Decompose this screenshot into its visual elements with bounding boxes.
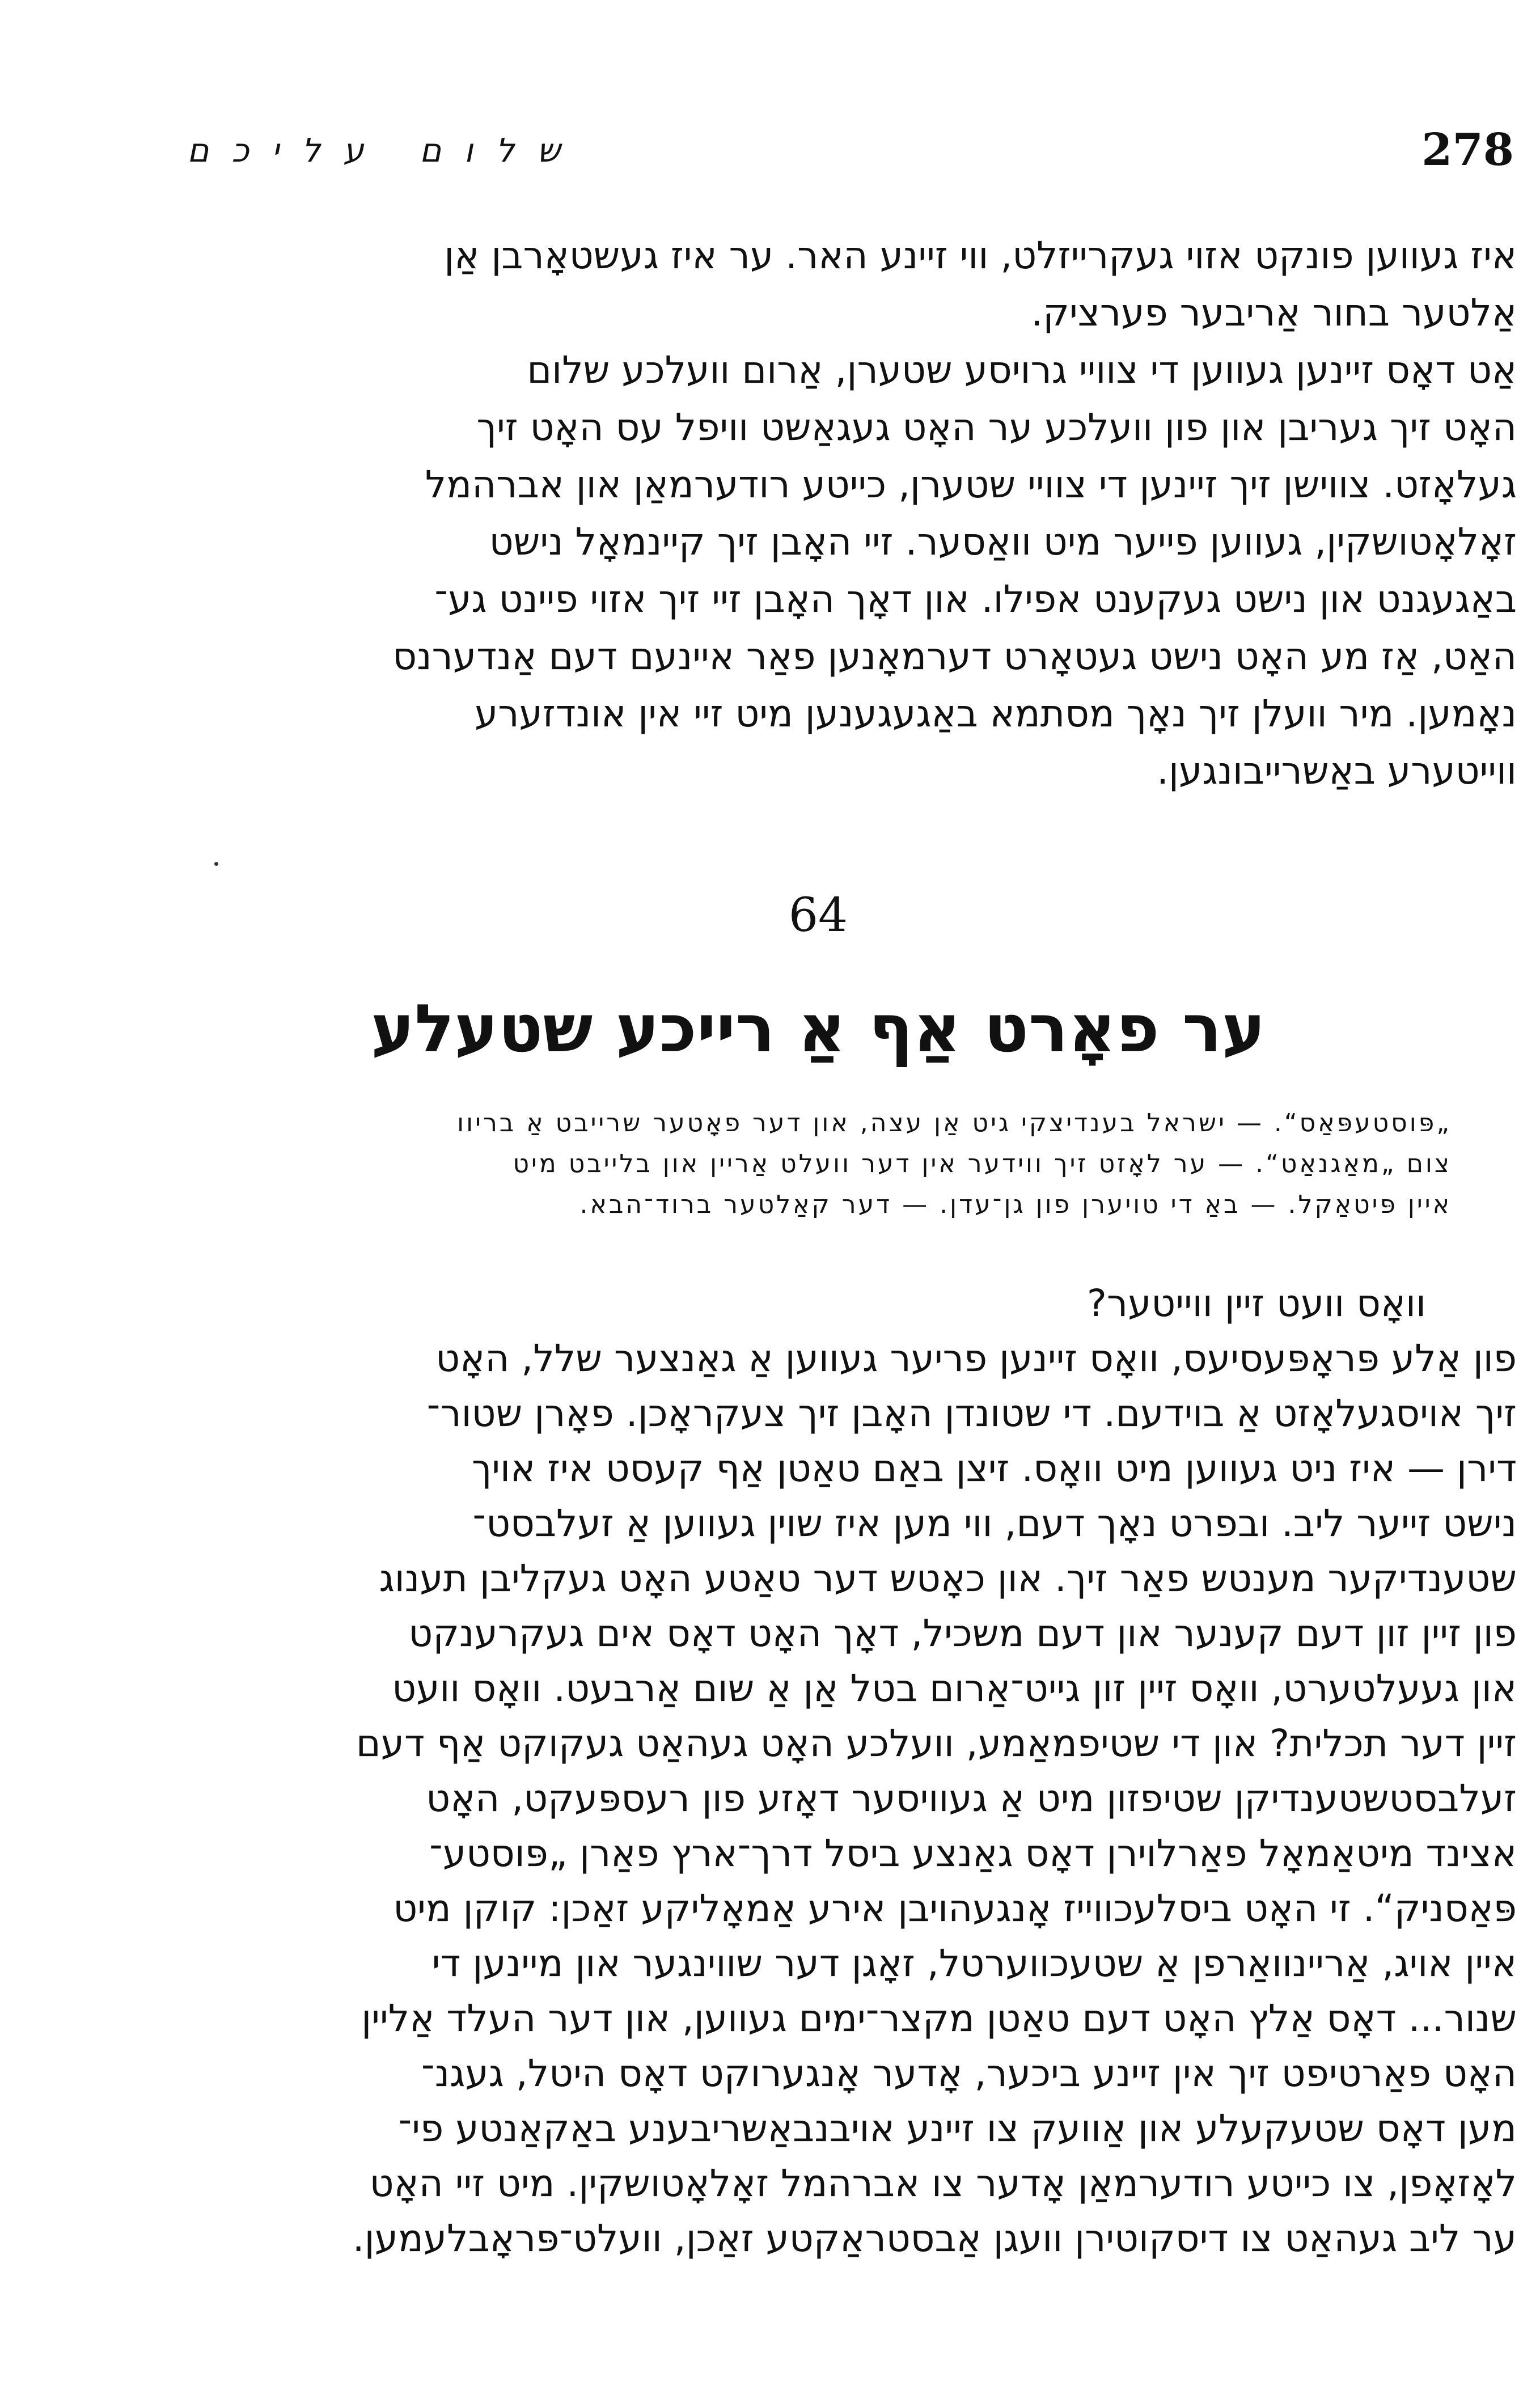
text-line: אַלטער בחור אַריבער פערציק. [1031, 291, 1517, 335]
text-line: ער ליב געהאַט צו דיסקוטירן וועגן אַבסטראַקטע זאַכן, וועלט־פּראָבלעמען. [352, 2216, 1517, 2260]
text-line: שטענדיקער מענטש פאַר זיך. און כאָטש דער טאַטע האָט געקליבן תענוג [379, 1556, 1517, 1600]
chapter-body-text [196, 1276, 1517, 2266]
text-line: האַט, אַז מע האָט נישט געטאָרט דערמאָנען פאַר איינעם דעם אַנדערנס [392, 634, 1517, 678]
text-line: פון אַלע פּראָפּעסיעס, וואָס זיינען פריער געווען אַ גאַנצער שלל, האָט [435, 1336, 1517, 1380]
page-number: 278 [1421, 124, 1514, 176]
text-line: ווייטערע באַשרייבונגען. [1157, 749, 1517, 793]
text-line: זאָלאָטושקין, געווען פייער מיט וואַסער. זיי האָבן זיך קיינמאָל נישט [489, 520, 1517, 564]
text-line: געלאָזט. צווישן זיך זיינען די צוויי שטערן, כייטע רודערמאַן און אברהמל [425, 463, 1517, 506]
chapter-synopsis [272, 1103, 1452, 1225]
text-line: האָט זיך געריבן און פון וועלכע ער האָט געגאַשט וויפל עס האָט זיך [476, 405, 1517, 449]
text-line: איין אויג, אַריינוואַרפן אַ שטעכווערטל, זאָגן דער שווינגער און מיינען די [431, 1941, 1517, 1985]
print-speck [214, 862, 218, 866]
text-line: נישט זייער ליב. ובפרט נאָך דעם, ווי מען איז שוין געווען אַ זעלבסט־ [472, 1501, 1517, 1545]
text-line: אצינד מיטאַמאָל פאַרלוירן דאָס גאַנצע ביסל דרך־ארץ פאַרן „פּוסטע־ [429, 1831, 1517, 1875]
running-title: שלום עליכם [187, 131, 583, 170]
text-line: איז געווען פונקט אזוי געקרייזלט, ווי זיינע האר. ער איז געשטאָרבן אַן [444, 234, 1517, 277]
text-line: דירן — איז ניט געווען מיט וואָס. זיצן באַם טאַטן אַף קעסט איז אויך [471, 1446, 1517, 1490]
synopsis-line: איין פּיטאַקל. — באַ די טויערן פון גן־עדן. — דער קאַלטער ברוד־הבא. [579, 1190, 1452, 1219]
text-line: זיין דער תכלית? און די שטיפמאַמע, וועלכע האָט געהאַט געקוקט אַף דעם [356, 1721, 1517, 1765]
text-line: שנור... דאָס אַלץ האָט דעם טאַטן מקצר־ימים געווען, און דער העלד אַליין [361, 1996, 1517, 2040]
synopsis-line: צום „מאַגנאַט“. — ער לאָזט זיך ווידער אין דער וועלט אַריין און בלייבט מיט [513, 1149, 1452, 1178]
text-line: לאָזאָפן, צו כייטע רודערמאַן אָדער צו אברהמל זאָלאָטושקין. מיט זיי האָט [369, 2161, 1517, 2205]
text-line: וואָס וועט זיין ווייטער? [1086, 1281, 1426, 1325]
text-line: באַגעגנט און נישט געקענט אפילו. און דאָך האָבן זיי זיך אזוי פיינט גע־ [434, 577, 1517, 621]
text-line: נאָמען. מיר וועלן זיך נאָך מסתמא באַגעגענען מיט זיי אין אונדזערע [474, 692, 1517, 735]
text-line: מען דאָס שטעקעלע און אַוועק צו זיינע אויבנבאַשריבענע באַקאַנטע פי־ [398, 2106, 1517, 2150]
text-line: פּאַסניק“. זי האָט ביסלעכווייז אָנגעהויבן אירע אַמאָליקע זאַכן: קוקן מיט [393, 1886, 1517, 1930]
text-line: זעלבסטשטענדיקן שטיפזון מיט אַ געוויסער דאָזע פון רעספּעקט, האָט [426, 1776, 1517, 1820]
text-line: האָט פאַרטיפט זיך אין זיינע ביכער, אָדער אָנגערוקט דאָס היטל, געגנ־ [421, 2051, 1517, 2095]
text-line: זיך אויסגעלאָזט אַ בוידעם. די שטונדן האָבן זיך צעקראָכן. פאָרן שטור־ [426, 1391, 1517, 1435]
previous-section-text [196, 227, 1517, 800]
text-line: פון זיין זון דעם קענער און דעם משכיל, דאָך האָט דאָס אים געקרענקט [408, 1611, 1517, 1655]
chapter-number: 64 [788, 889, 848, 942]
text-line: און געעלטערט, וואָס זיין זון גייט־אַרום בטל אַן אַ שום אַרבעט. וואָס וועט [392, 1666, 1517, 1710]
running-head [187, 122, 1514, 184]
chapter-title: ער פאָרט אַף אַ רייכע שטעלע [370, 991, 1266, 1067]
text-line: אַט דאָס זיינען געווען די צוויי גרויסע שטערן, אַרום וועלכע שלום [527, 348, 1517, 392]
synopsis-line: „פּוסטעפּאַס“. — ישראל בענדיצקי גיט אַן עצה, און דער פאָטער שרייבט אַ בריוו [457, 1109, 1452, 1137]
